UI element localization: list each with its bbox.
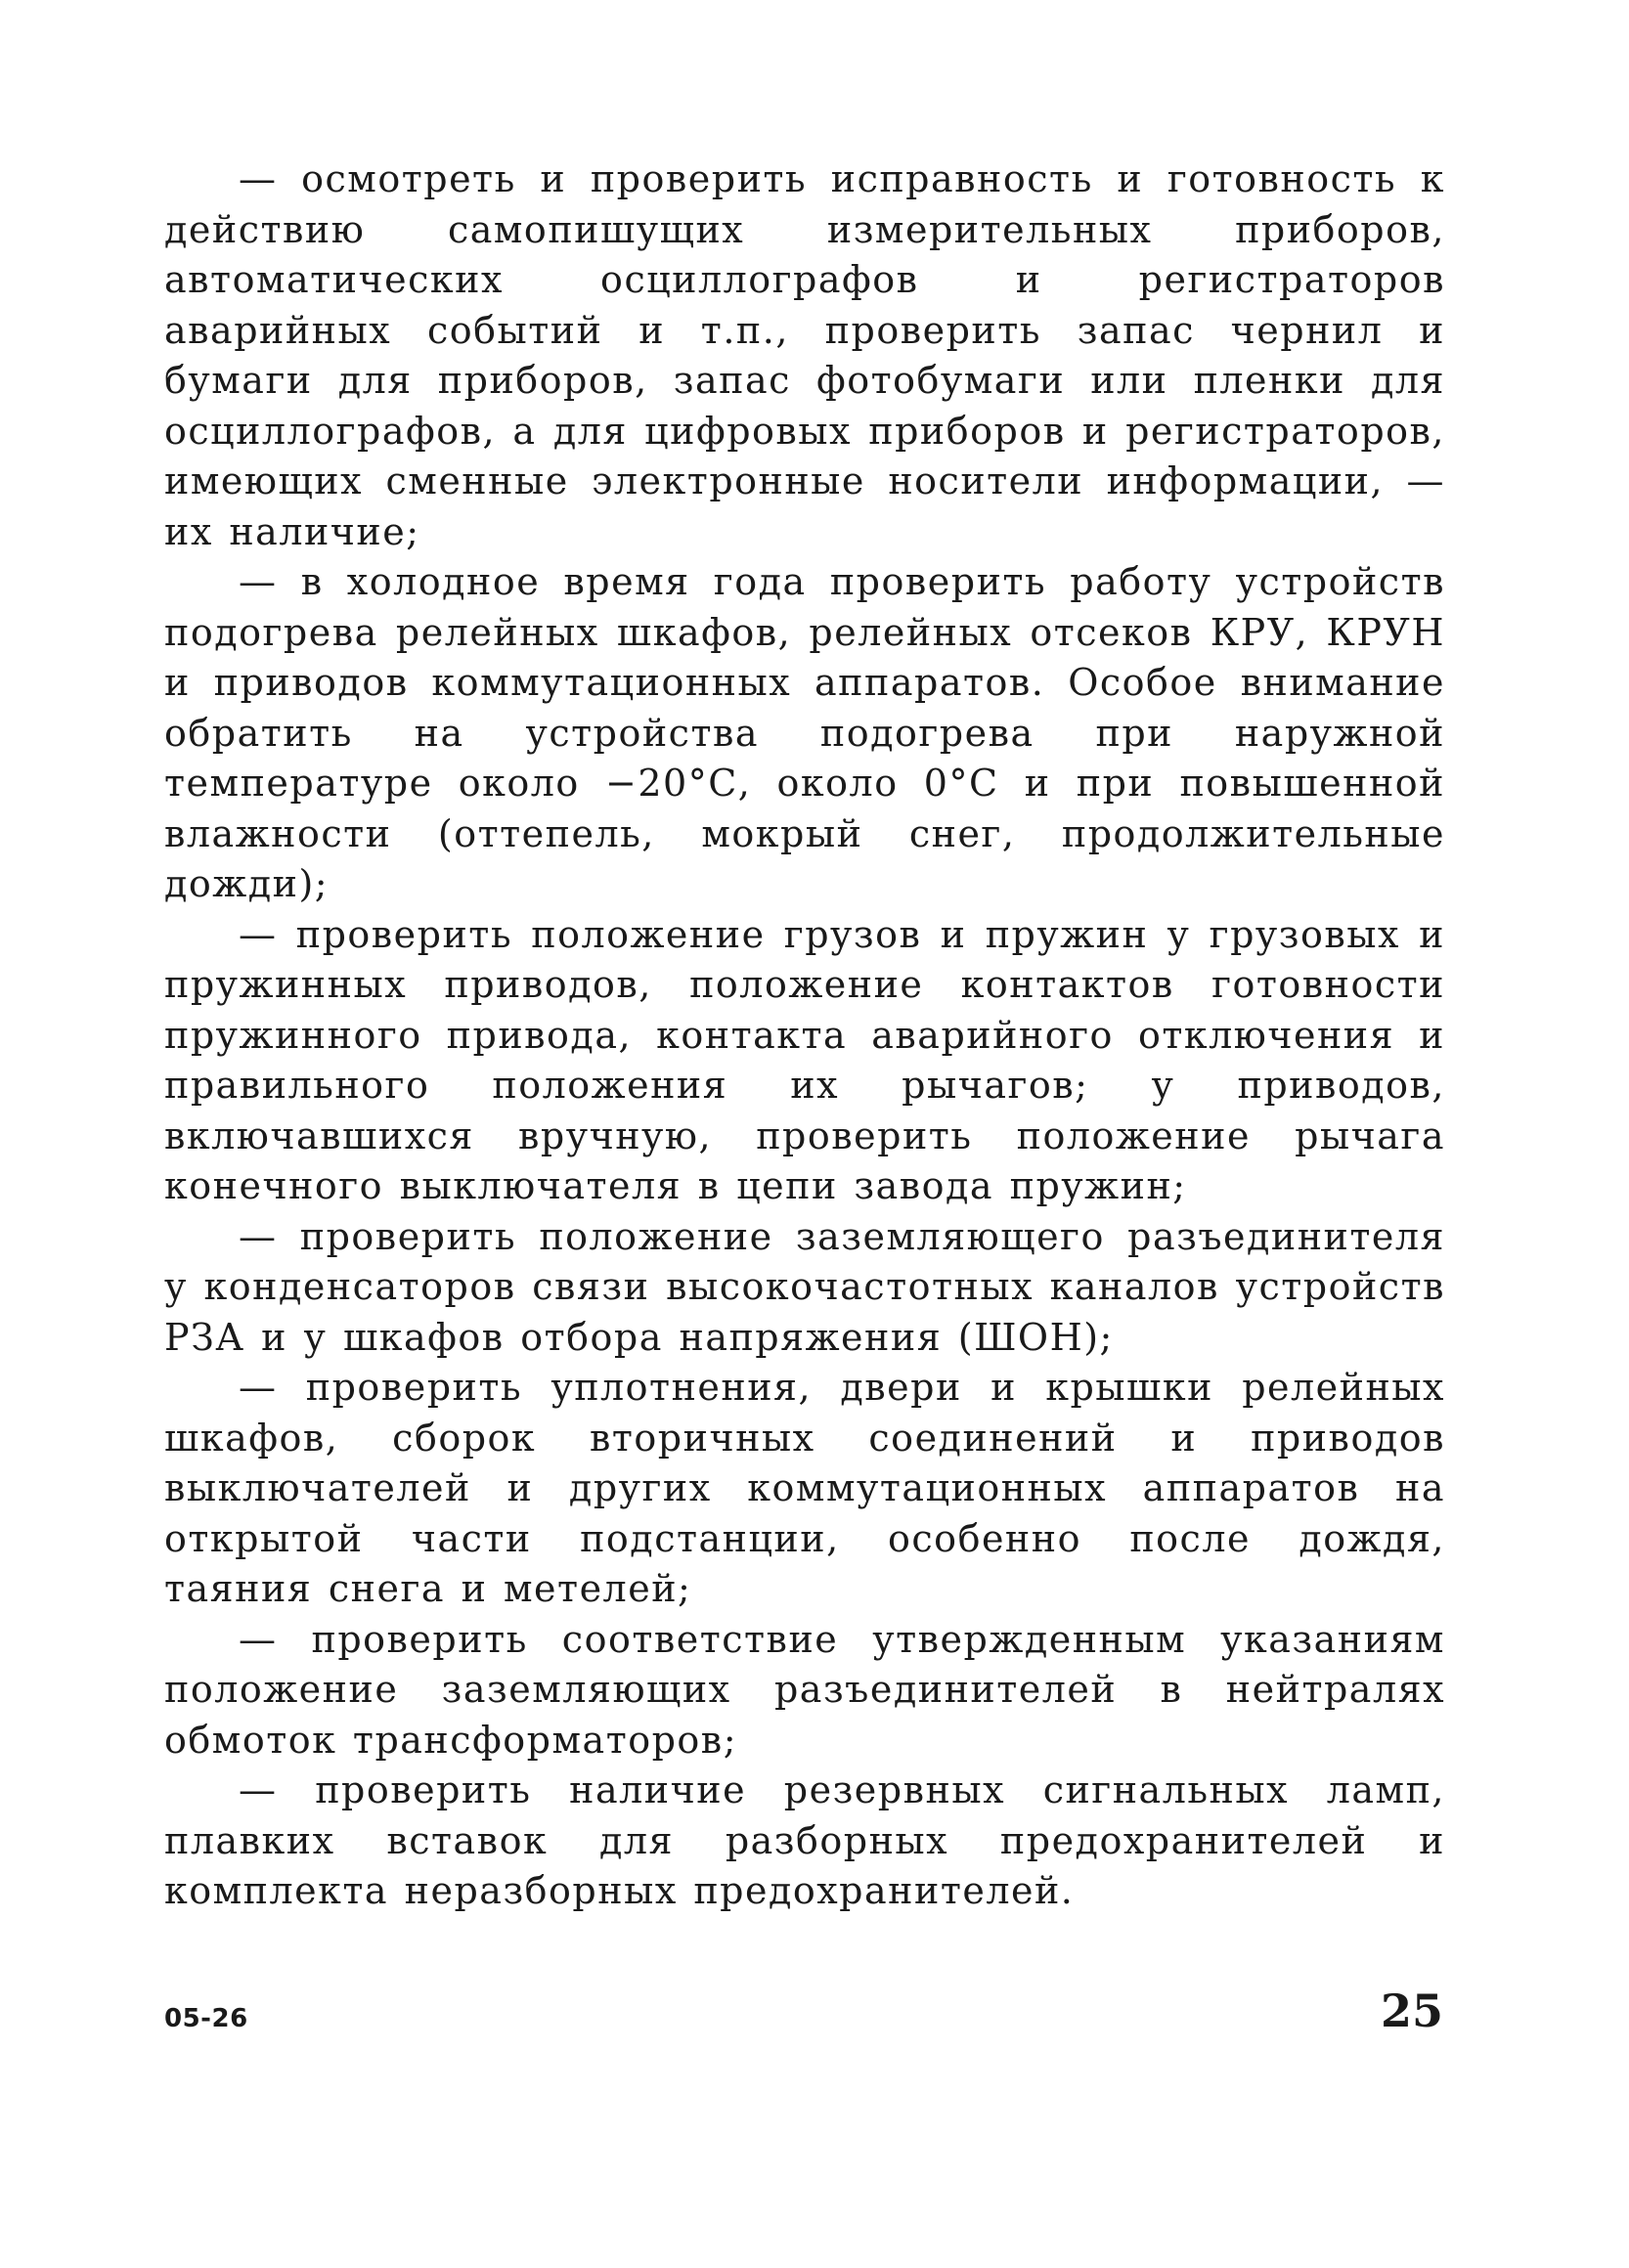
paragraph-drive-springs: — проверить положение грузов и пружин у грузовых и пружинных приводов, положение контактов готовности пружинного привода, контакта аварийного отключения и правильного положения их рычагов; у приводов, включавшихся вручную, проверить положение рычага конечного выключателя в цепи завода пружин; bbox=[164, 912, 1445, 1207]
paragraph-neutral-earthing: — проверить соответствие утвержденным указаниям положение заземляющих разъединителей в нейтралях обмоток трансформаторов; bbox=[164, 1617, 1445, 1762]
body-text bbox=[164, 154, 1445, 1917]
paragraph-heating-devices: — в холодное время года проверить работу устройств подогрева релейных шкафов, релейных отсеков КРУ, КРУН и приводов коммутационных аппаратов. Особое внимание обратить на устройства подогрева при наружной температуре около −20°С, около 0°С и при повышенной влажности (оттепель, мокрый снег, продолжительные дожди); bbox=[164, 560, 1445, 905]
paragraph-inspect-recorders: — осмотреть и проверить исправность и готовность к действию самопишущих измерительных приборов, автоматических осциллографов и регистраторов аварийных событий и т.п., проверить запас чернил и бумаги для приборов, запас фотобумаги или пленки для осциллографов, а для цифровых приборов и регистраторов, имеющих сменные электронные носители информации, — их наличие; bbox=[164, 157, 1445, 553]
page-number: 25 bbox=[1380, 1984, 1443, 2037]
print-code: 05-26 bbox=[164, 2004, 248, 2033]
paragraph-spare-fuses: — проверить наличие резервных сигнальных ламп, плавких вставок для разборных предохранителей и комплекта неразборных предохранителей. bbox=[164, 1768, 1445, 1912]
paragraph-cabinet-seals: — проверить уплотнения, двери и крышки релейных шкафов, сборок вторичных соединений и приводов выключателей и других коммутационных аппаратов на открытой части подстанции, особенно после дождя, таяния снега и метелей; bbox=[164, 1366, 1445, 1610]
paragraph-earthing-switch: — проверить положение заземляющего разъединителя у конденсаторов связи высокочастотных каналов устройств РЗА и у шкафов отбора напряжения (ШОН); bbox=[164, 1214, 1445, 1359]
